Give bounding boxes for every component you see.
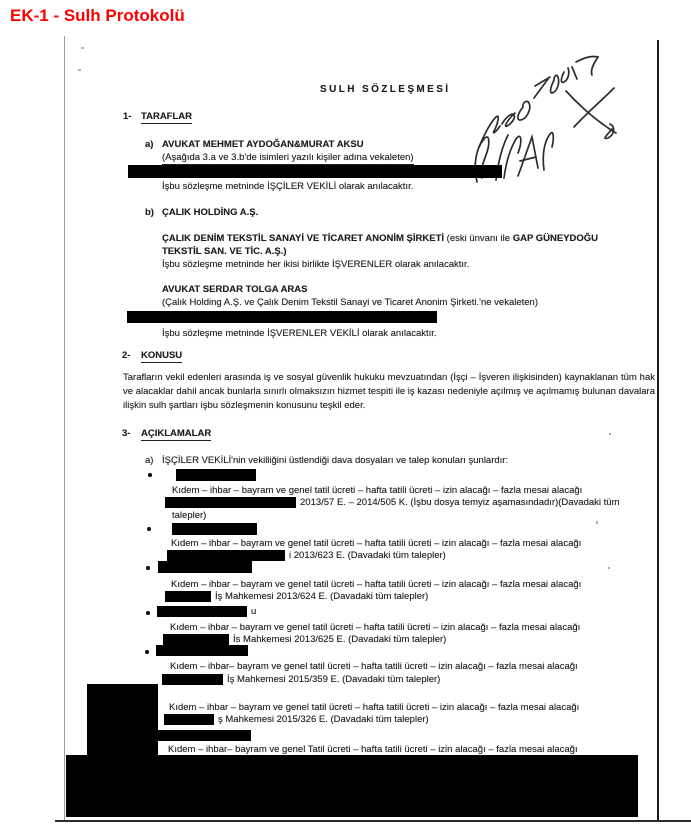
party-b-company-line2: TEKSTİL SAN. VE TİC. A.Ş.)	[162, 246, 287, 257]
section-3a-intro: İŞÇİLER VEKİLİ'nin vekilliğini üstlendiği dava dosyaları ve talep konuları şunlardır:	[162, 455, 509, 466]
page-bottom-edge	[55, 820, 691, 822]
party-c-name: AVUKAT SERDAR TOLGA ARAS	[162, 284, 308, 295]
party-a-name: AVUKAT MEHMET AYDOĞAN&MURAT AKSU	[162, 139, 364, 150]
redaction-bar	[165, 591, 211, 602]
case-detail-text: İş Mahkemesi 2013/624 E. (Davadaki tüm talepler)	[215, 591, 429, 602]
case-detail-text: i 2013/623 E. (Davadaki tüm talepler)	[289, 550, 446, 561]
case-after-bar-text: u	[251, 606, 257, 617]
company-name-normal: (eski ünvanı ile	[444, 233, 513, 244]
redaction-bar	[156, 645, 248, 656]
section-2-heading: KONUSU	[141, 350, 183, 361]
page-left-edge	[64, 36, 65, 822]
bullet-marker	[147, 527, 151, 531]
case-claim-line: Kıdem – ihbar – bayram ve genel tatil ücreti – hafta tatili ücreti – izin alacağı – fazla mesai alacağı	[170, 622, 581, 633]
party-c-subtext: (Çalık Holding A.Ş. ve Çalık Denim Tekstil Sanayi ve Ticaret Anonim Şirketi.'ne vekaleten)	[162, 297, 538, 308]
bullet-marker	[145, 650, 149, 654]
redaction-bar	[172, 523, 257, 535]
redaction-block-large	[66, 755, 638, 817]
case-detail-row	[164, 714, 429, 725]
case-detail-text: ş Mahkemesi 2015/326 E. (Davadaki tüm talepler)	[218, 714, 429, 725]
party-b-name: ÇALIK HOLDİNG A.Ş.	[162, 207, 259, 218]
party-c-note: İşbu sözleşme metninde İŞVERENLER VEKİLİ olarak anılacaktır.	[162, 328, 437, 339]
case-bullet-row	[157, 606, 256, 617]
section-2-number: 2-	[122, 350, 131, 361]
case-detail-row	[167, 550, 446, 561]
case-detail-row	[163, 634, 446, 645]
case-detail-row	[162, 674, 440, 685]
bullet-marker	[148, 473, 152, 477]
scan-speck	[608, 567, 610, 569]
case-claim-line: Kıdem – ihbar – bayram ve genel tatil ücreti – hafta tatili ücreti – izin alacağı – fazla mesai alacağı	[169, 702, 580, 713]
company-name-bold: ÇALIK DENİM TEKSTİL SANAYİ VE TİCARET ANONİM ŞİRKETİ	[162, 233, 445, 244]
company-former-name: GAP GÜNEYDOĞU	[512, 233, 599, 244]
scan-speck	[596, 521, 598, 524]
section-1-heading: TARAFLAR	[141, 111, 193, 122]
attachment-header-title: EK-1 - Sulh Protokolü	[10, 6, 185, 25]
case-claim-line: Kıdem – ihbar– bayram ve genel Tatil ücreti – hafta tatili ücreti – izin alacağı – fazla mesai alacağı	[168, 744, 578, 755]
redaction-bar	[158, 561, 252, 573]
redaction-bar	[128, 165, 502, 178]
section-2-body: Tarafların vekil edenleri arasında iş ve sosyal güvenlik hukuku mevzuatından (İşçi – İşveren ilişkisinden) kaynaklanan tüm hak ve alacaklar dahil ancak bunlarla sınırlı olmaksızın hizmet tespiti ile iş kazası nedeniyle açılmış ve açılmamış bulunan davalara ilişkin sulh şartları işbu sözleşmenin konusunu teşkil eder.	[123, 372, 655, 411]
section-3-heading: AÇIKLAMALAR	[141, 428, 212, 439]
case-claim-line: Kıdem – ihbar – bayram ve genel tatil ücreti – hafta tatili ücreti – izin alacağı – fazla mesai alacağı	[172, 485, 583, 496]
bullet-marker	[146, 611, 150, 615]
page-right-edge	[657, 40, 659, 821]
redaction-bar	[176, 469, 256, 481]
scan-speck	[78, 69, 81, 71]
redaction-bar	[157, 606, 247, 617]
case-detail-row	[165, 497, 619, 508]
case-detail-text: İs Mahkemesi 2013/625 E. (Davadaki tüm talepler)	[233, 634, 447, 645]
scan-speck	[81, 47, 84, 49]
section-3-number: 3-	[122, 428, 131, 439]
section-1-number: 1-	[123, 111, 132, 122]
party-b-company-line1	[162, 233, 598, 244]
bullet-marker	[146, 566, 150, 570]
case-claim-line: Kıdem – ihbar – bayram ve genel tatil ücreti – hafta tatili ücreti – izin alacağı – fazla mesai alacağı	[171, 538, 582, 549]
party-a-subtext: (Aşağıda 3.a ve 3.b'de isimleri yazılı kişiler adına vekaleten)	[162, 152, 414, 163]
redaction-bar	[163, 634, 229, 645]
party-b-note: İşbu sözleşme metninde her ikisi birlikte İŞVERENLER olarak anılacaktır.	[162, 259, 470, 270]
redaction-bar	[162, 674, 223, 685]
redaction-bar	[152, 730, 251, 741]
redaction-bar	[164, 714, 214, 725]
case-detail-row	[165, 591, 428, 602]
party-a-label: a)	[145, 139, 154, 150]
redaction-bar	[167, 550, 285, 561]
redaction-bar	[127, 311, 437, 323]
party-b-label: b)	[145, 207, 154, 218]
section-3a-label: a)	[145, 455, 154, 466]
case-detail-text: İş Mahkemesi 2015/359 E. (Davadaki tüm talepler)	[227, 674, 441, 685]
case-claim-line: Kıdem – ihbar – bayram ve genel tatil ücreti – hafta tatili ücreti – izin alacağı – fazla mesai alacağı	[171, 579, 582, 590]
scan-speck	[609, 433, 611, 435]
redaction-bar	[165, 497, 296, 508]
case-claim-line: Kıdem – ihbar– bayram ve genel tatil ücreti – hafta tatili ücreti – izin alacağı – fazla mesai alacağı	[170, 661, 578, 672]
party-a-note: İşbu sözleşme metninde İŞÇİLER VEKİLİ olarak anılacaktır.	[162, 181, 414, 192]
case-detail-wrap: talepler)	[172, 510, 207, 521]
document-title: SULH SÖZLEŞMESİ	[320, 84, 451, 95]
case-detail-text: 2013/57 E. – 2014/505 K. (İşbu dosya temyiz aşamasındadır)(Davadaki tüm	[300, 497, 620, 508]
redaction-block	[87, 684, 158, 755]
